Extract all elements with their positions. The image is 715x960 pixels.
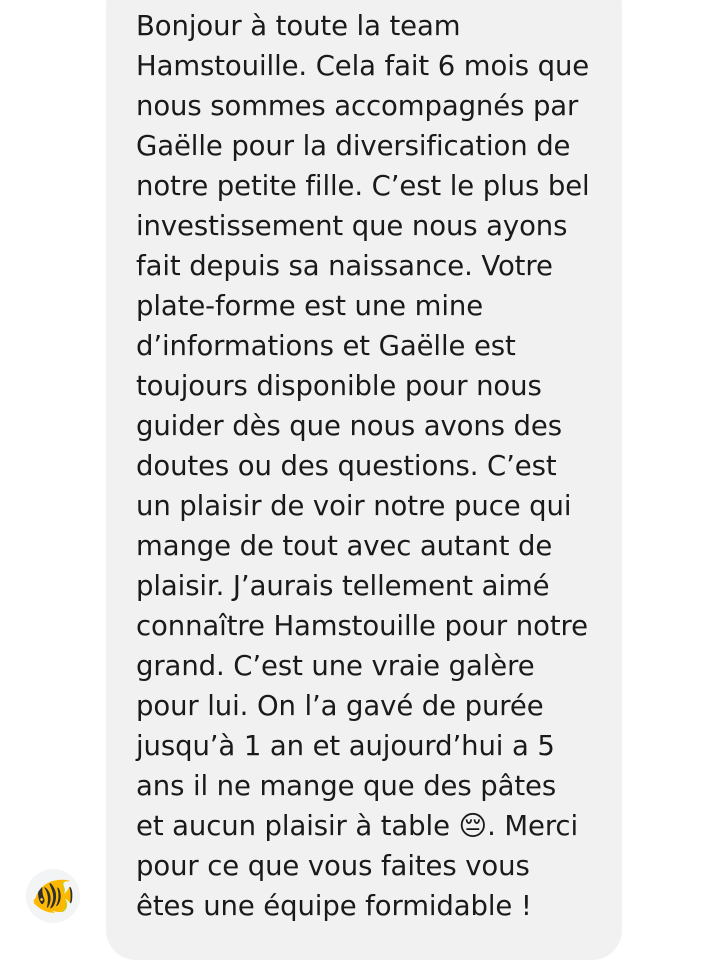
clownfish-avatar-icon[interactable] (26, 869, 80, 923)
message-bubble[interactable] (106, 0, 622, 960)
avatar-glyph: 🐠 (30, 875, 76, 916)
message-text: Bonjour à toute la team Hamstouille. Cela fait 6 mois que nous sommes accompagnés par Gaëlle pour la diversification de notre petite fille. C’est le plus bel investissement que nous ayons fait depuis sa naissance. Votre plate-forme est une mine d’informations et Gaëlle est toujours disponible pour nous guider dès que nous avons des doutes ou des questions. C’est un plaisir de voir notre puce qui mange de tout avec autant de plaisir. J’aurais tellement aimé connaître Hamstouille pour notre grand. C’est une vraie galère pour lui. On l’a gavé de purée jusqu’à 1 an et aujourd’hui a 5 ans il ne mange que des pâtes et aucun plaisir à table 😔. Merci pour ce que vous faites vous êtes une équipe formidable ! (136, 10, 599, 922)
